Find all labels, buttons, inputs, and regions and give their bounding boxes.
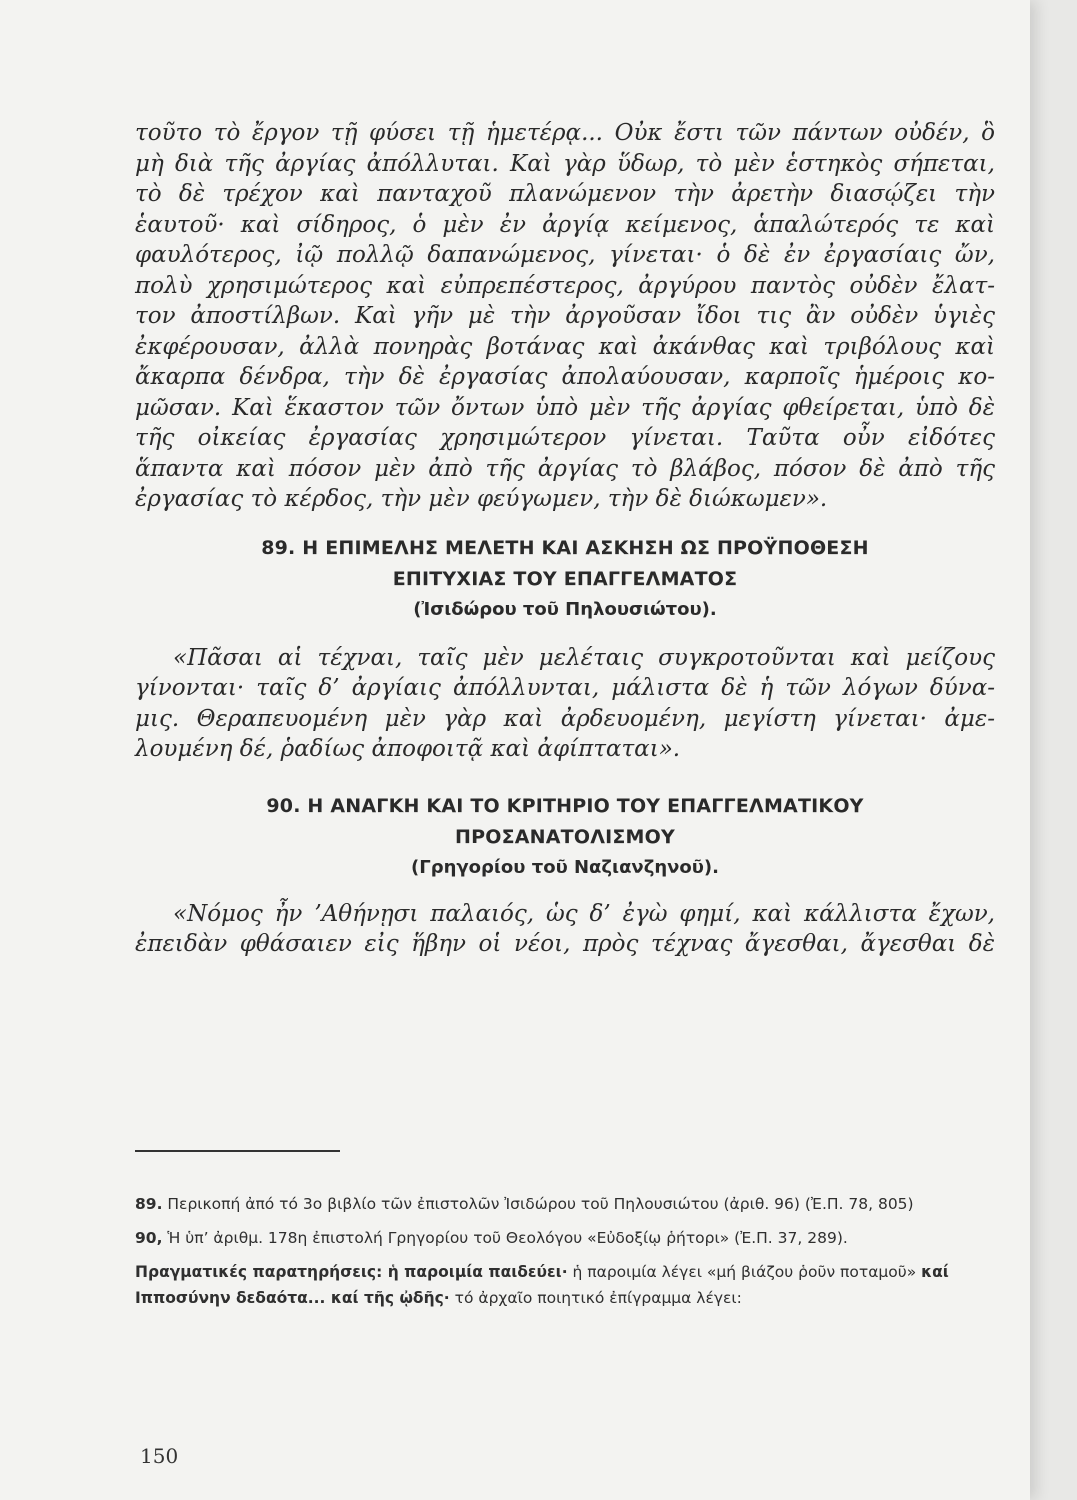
section-90-title-line1: 90. Η ΑΝΑΓΚΗ ΚΑΙ ΤΟ ΚΡΙΤΗΡΙΟ ΤΟΥ ΕΠΑΓΓΕΛΜΑΤΙΚΟΥ [266, 794, 864, 817]
remarks-text-1: ἡ παροιμία λέγει «μή βιάζου ῥοῦν ποταμοῦ» [572, 1263, 917, 1281]
footnote-90-text: Ἡ ὑπ’ ἀριθμ. 178η ἐπιστολή Γρηγορίου τοῦ Θεολόγου «Εὐδοξίῳ ῥήτορι» (Ἐ.Π. 37, 289). [167, 1229, 848, 1247]
text-line: ἐπειδὰν φθάσαιεν εἰς ἥβην οἱ νέοι, πρὸς τέχνας ἄγεσθαι, ἄγεσθαι δὲ [135, 931, 995, 957]
text-line: ἅπαντα καὶ πόσον μὲν ἀπὸ τῆς ἀργίας τὸ βλάβος, πόσον δὲ ἀπὸ τῆς [135, 455, 995, 482]
section-90-heading [135, 791, 995, 883]
intro-paragraph [135, 118, 995, 515]
footnote-90-number: 90, [135, 1229, 163, 1247]
text-line: ἐργασίας τὸ κέρδος, τὴν μὲν φεύγωμεν, τὴν δὲ διώκωμεν». [135, 486, 828, 512]
section-90-quote [135, 899, 995, 960]
text-line: «Νόμος ἦν ’Αθήνῃσι παλαιός, ὡς δ’ ἐγὼ φημί, καὶ κάλλιστα ἔχων, [173, 900, 995, 927]
footnote-89 [135, 1191, 995, 1217]
text-line: πολὺ χρησιμώτερος καὶ εὐπρεπέστερος, ἀργύρου παντὸς οὐδὲν ἔλατ- [135, 272, 995, 299]
text-line: τον ἀποστίλβων. Καὶ γῆν μὲ τὴν ἀργοῦσαν ἴδοι τις ἂν οὐδὲν ὑγιὲς [135, 303, 995, 329]
text-line: τὸ δὲ τρέχον καὶ πανταχοῦ πλανώμενον τὴν ἀρετὴν διασῴζει τὴν [135, 181, 995, 207]
text-line: τῆς οἰκείας ἐργασίας χρησιμώτερον γίνεται. Ταῦτα οὖν εἰδότες [135, 425, 995, 451]
footnote-89-number: 89. [135, 1195, 163, 1213]
section-89-title-line2: ΕΠΙΤΥΧΙΑΣ ΤΟΥ ΕΠΑΓΓΕΛΜΑΤΟΣ [392, 567, 738, 590]
section-90-source: (Γρηγορίου τοῦ Ναζιανζηνοῦ). [411, 856, 719, 878]
remarks-bold-2: καί Ιπποσύνην δεδαότα... καί τῆς ᾠδῆς· [135, 1263, 949, 1307]
section-89-source: (Ἰσιδώρου τοῦ Πηλουσιώτου). [413, 598, 717, 620]
section-89-heading [135, 533, 995, 625]
footnotes [135, 1191, 995, 1319]
remarks-text-2: τό ἀρχαῖο ποιητικό ἐπίγραμμα λέγει: [454, 1289, 742, 1307]
text-line: μὴ διὰ τῆς ἀργίας ἀπόλλυται. Καὶ γὰρ ὕδωρ, τὸ μὲν ἑστηκὸς σήπεται, [135, 150, 995, 177]
text-line: ἑαυτοῦ· καὶ σίδηρος, ὁ μὲν ἐν ἀργίᾳ κείμενος, ἁπαλώτερός τε καὶ [135, 211, 995, 238]
text-line: «Πᾶσαι αἱ τέχναι, ταῖς μὲν μελέταις συγκροτοῦνται καὶ μείζους [173, 644, 995, 671]
section-89-title-line1: 89. Η ΕΠΙΜΕΛΗΣ ΜΕΛΕΤΗ ΚΑΙ ΑΣΚΗΣΗ ΩΣ ΠΡΟΫΠΟΘΕΣΗ [261, 536, 869, 559]
section-89-quote [135, 643, 995, 765]
text-line: λουμένη δέ, ῥαδίως ἀποφοιτᾷ καὶ ἀφίπταται». [135, 736, 681, 762]
footnote-remarks [135, 1259, 995, 1311]
text-line: μις. Θεραπευομένη μὲν γὰρ καὶ ἀρδευομένη, μεγίστη γίνεται· ἀμε- [135, 705, 995, 732]
section-90-title-line2: ΠΡΟΣΑΝΑΤΟΛΙΣΜΟΥ [455, 825, 675, 848]
text-line: γίνονται· ταῖς δ’ ἀργίαις ἀπόλλυνται, μάλιστα δὲ ἡ τῶν λόγων δύνα- [135, 675, 995, 701]
remarks-bold-1: Πραγματικές παρατηρήσεις: ἡ παροιμία παιδεύει· [135, 1263, 568, 1281]
page-number: 150 [140, 1444, 179, 1468]
text-line: φαυλότερος, ἰῷ πολλῷ δαπανώμενος, γίνεται· ὁ δὲ ἐν ἐργασίαις ὤν, [135, 242, 995, 268]
footnote-90 [135, 1225, 995, 1251]
page-content [135, 118, 995, 1307]
text-line: ἐκφέρουσαν, ἀλλὰ πονηρὰς βοτάνας καὶ ἀκάνθας καὶ τριβόλους καὶ [135, 333, 995, 360]
text-line: ἄκαρπα δένδρα, τὴν δὲ ἐργασίας ἀπολαύουσαν, καρποῖς ἡμέροις κο- [135, 364, 995, 390]
text-line: τοῦτο τὸ ἔργον τῇ φύσει τῇ ἡμετέρᾳ... Οὐκ ἔστι τῶν πάντων οὐδέν, ὃ [135, 120, 995, 146]
text-line: μῶσαν. Καὶ ἕκαστον τῶν ὄντων ὑπὸ μὲν τῆς ἀργίας φθείρεται, ὑπὸ δὲ [135, 394, 995, 421]
footnote-separator [135, 1150, 340, 1152]
footnote-89-text: Περικοπή ἀπό τό 3ο βιβλίο τῶν ἐπιστολῶν Ἰσιδώρου τοῦ Πηλουσιώτου (ἀριθ. 96) (Ἐ.Π. 78, 805) [167, 1195, 914, 1213]
